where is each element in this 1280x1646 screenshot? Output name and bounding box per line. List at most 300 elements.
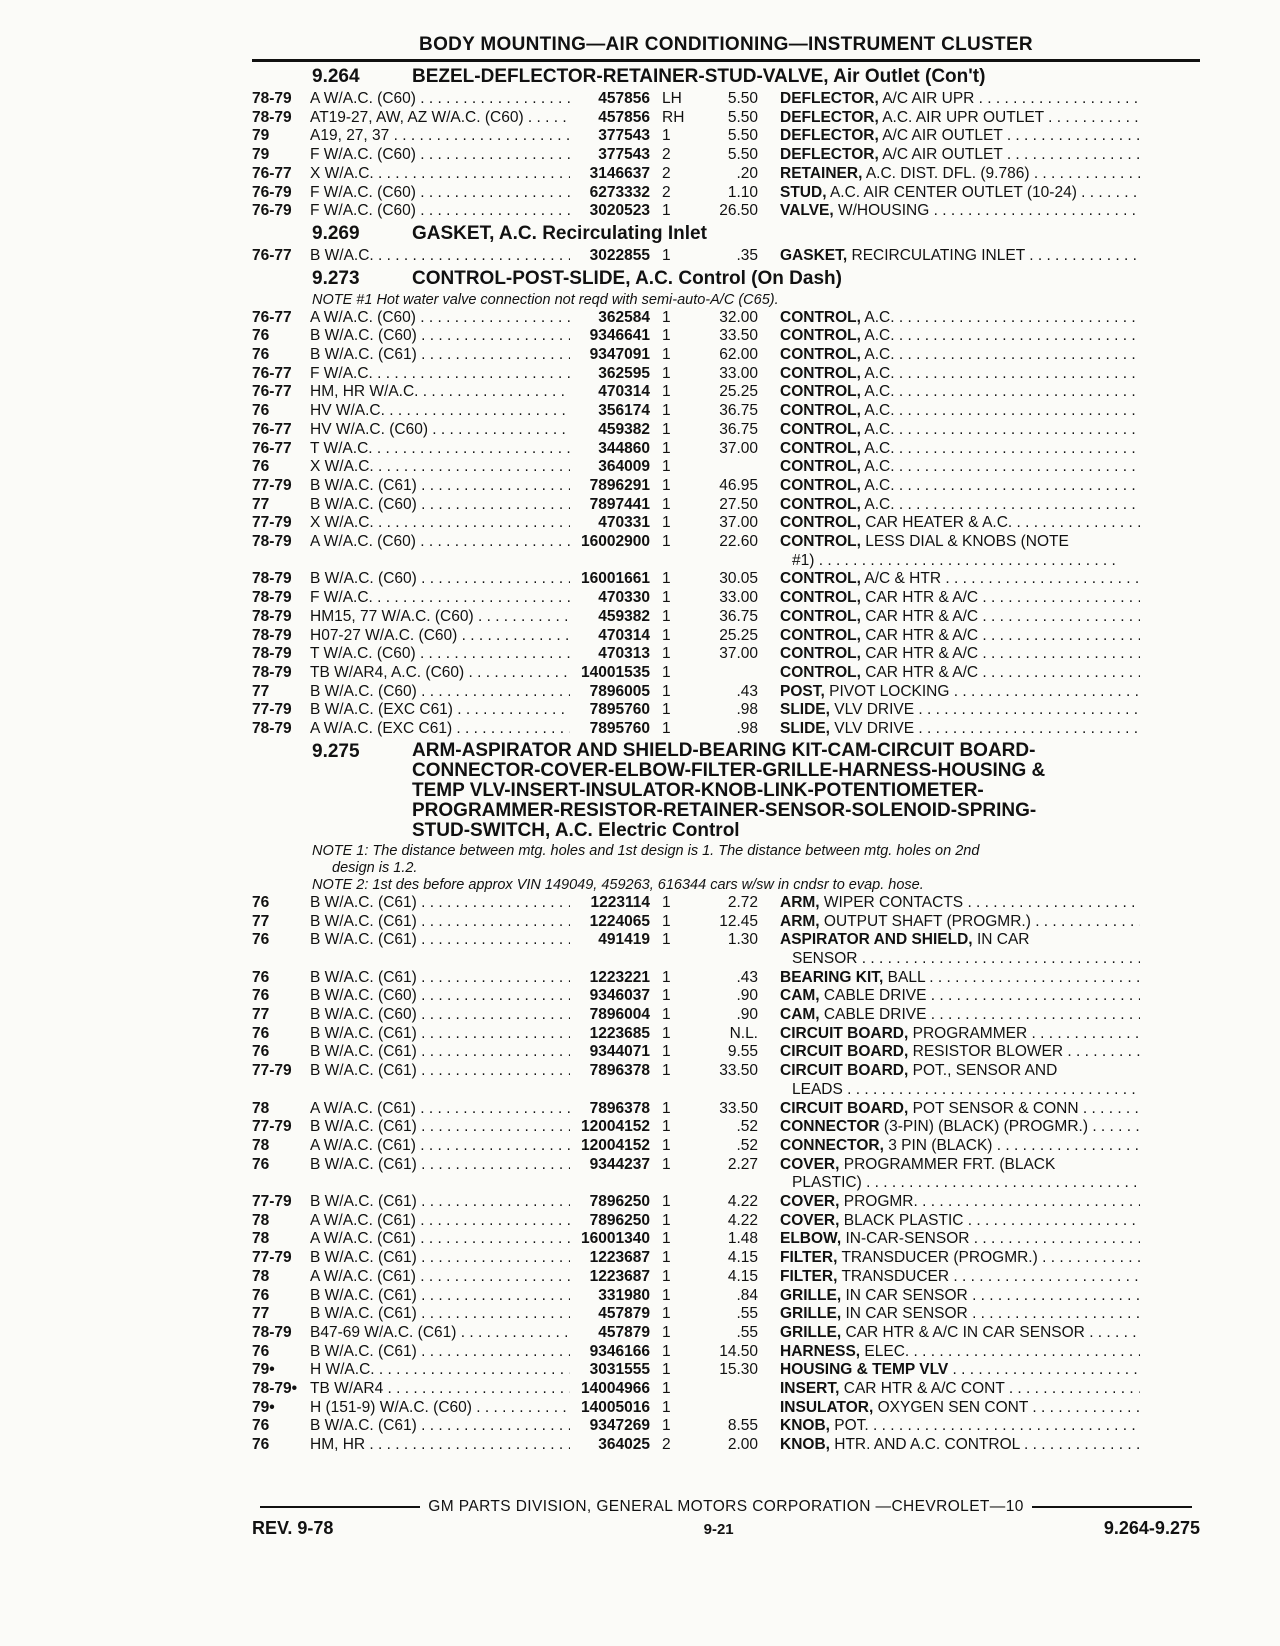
part-description: [758, 421, 1140, 440]
quantity: 1: [662, 589, 671, 607]
application: TB W/AR4, A.C. (C60) . . .: [310, 664, 570, 683]
part-name: DEFLECTOR,: [780, 127, 879, 145]
model-year: 78-79: [252, 645, 292, 663]
part-name: CIRCUIT BOARD,: [780, 1043, 909, 1061]
quantity: 1: [662, 682, 671, 700]
description-text: 3 PIN (BLACK) . . .: [888, 1137, 1140, 1154]
description-line: [780, 514, 1140, 531]
model-year: 77: [252, 682, 270, 700]
part-description: [758, 1361, 1140, 1380]
part-row: [252, 1043, 1200, 1062]
quantity: 1: [662, 327, 671, 345]
part-name: RETAINER,: [780, 164, 863, 182]
part-row: [252, 165, 1200, 184]
description-text: CABLE DRIVE . . .: [824, 1006, 1140, 1023]
description-text: A/C AIR OUTLET . . .: [882, 146, 1140, 163]
description-line: [780, 109, 1140, 126]
part-row: [252, 913, 1200, 932]
part-name: SLIDE,: [780, 720, 830, 738]
description-text: TRANSDUCER (PROGMR.) . . .: [841, 1249, 1140, 1266]
quantity: 1: [662, 1211, 671, 1229]
description-text: LESS DIAL & KNOBS (NOTE: [865, 533, 1069, 551]
part-description: [758, 402, 1140, 421]
quantity: 1: [662, 663, 671, 681]
part-number: 459382: [598, 607, 650, 625]
part-name: KNOB,: [780, 1436, 830, 1454]
footer-bottom: [252, 1518, 1200, 1539]
description-line: [780, 1436, 1140, 1453]
part-row: [252, 477, 1200, 496]
part-number: 1223687: [589, 1267, 650, 1285]
part-number: 1223114: [590, 893, 650, 911]
part-row: [252, 1380, 1200, 1399]
footer-division-line: [252, 1498, 1200, 1516]
part-row: [252, 664, 1200, 683]
application: X W/A.C. . . .: [310, 458, 570, 477]
model-year: 77: [252, 495, 270, 513]
price: 2.72: [727, 893, 758, 911]
application: B W/A.C. (C61) . . .: [310, 1043, 570, 1062]
part-number: 362584: [598, 308, 650, 326]
note-line: NOTE #1 Hot water valve connection not reqd with semi-auto-A/C (C65).: [312, 291, 779, 308]
section-title: GASKET, A.C. Recirculating Inlet: [412, 222, 707, 244]
description-line: [780, 645, 1140, 662]
price: 5.50: [727, 90, 758, 107]
description-text: POT. . . .: [834, 1417, 1140, 1434]
part-description: [758, 1100, 1140, 1119]
description-line: [780, 309, 1140, 326]
price: .43: [736, 968, 758, 986]
model-year: 76-79: [252, 202, 292, 220]
part-number: 457879: [598, 1323, 650, 1341]
description-text: VLV DRIVE . . .: [834, 720, 1140, 737]
application: B W/A.C. (C61) . . .: [310, 894, 570, 913]
description-text: CAR HTR & A/C . . .: [865, 608, 1140, 625]
part-row: [252, 365, 1200, 384]
description-line: [780, 402, 1140, 419]
model-year: 76: [252, 346, 270, 364]
part-number: 7896005: [589, 682, 650, 700]
part-name: ELBOW,: [780, 1230, 842, 1248]
description-text: VLV DRIVE . . .: [834, 701, 1140, 718]
application: A W/A.C. (C61) . . .: [310, 1212, 570, 1231]
description-line: [780, 1249, 1140, 1266]
description-text: A.C. . . .: [864, 440, 1140, 457]
application: HM, HR . . .: [310, 1436, 570, 1455]
price: 5.50: [727, 146, 758, 164]
application: B W/A.C. (C61) . . .: [310, 931, 570, 968]
footer-rule-right: [1032, 1506, 1192, 1508]
model-year: 78-79: [252, 1323, 292, 1341]
price: 26.50: [719, 202, 758, 220]
application: B W/A.C. (C61) . . .: [310, 346, 570, 365]
description-text: CAR HTR & A/C IN CAR SENSOR . . .: [845, 1324, 1140, 1341]
description-text: A.C. DIST. DFL. (9.786) . . .: [866, 165, 1140, 182]
quantity: 1: [662, 1380, 671, 1398]
description-line: [780, 440, 1140, 457]
part-description: [758, 627, 1140, 646]
model-year: 76-77: [252, 364, 292, 382]
quantity: 1: [662, 626, 671, 644]
description-line: [780, 421, 1140, 438]
quantity: 1: [662, 1267, 671, 1285]
description-text: RECIRCULATING INLET . . .: [852, 247, 1141, 264]
part-row: [252, 146, 1200, 165]
part-description: [758, 202, 1140, 221]
description-text: POT., SENSOR AND: [912, 1062, 1058, 1080]
part-name: ARM,: [780, 912, 820, 930]
section-title-line: STUD-SWITCH, A.C. Electric Control: [412, 819, 740, 841]
part-row: [252, 1343, 1200, 1362]
price: 36.75: [719, 607, 758, 625]
part-number: 6273332: [589, 183, 650, 201]
price: 32.00: [719, 308, 758, 326]
part-number: 459382: [598, 420, 650, 438]
part-number: 14005016: [581, 1398, 650, 1416]
section-9.264: [252, 66, 1200, 221]
part-row: [252, 109, 1200, 128]
quantity: 1: [662, 570, 671, 588]
model-year: 76: [252, 968, 270, 986]
quantity: 1: [662, 1305, 671, 1323]
application: B W/A.C. (C61) . . .: [310, 1343, 570, 1362]
description-line: [780, 1343, 1140, 1360]
model-year: 78-79: [252, 663, 292, 681]
application: T W/A.C. . . .: [310, 440, 570, 459]
application: B W/A.C. . . .: [310, 247, 570, 266]
quantity: RH: [662, 108, 685, 126]
quantity: 1: [662, 364, 671, 382]
price: 62.00: [719, 346, 758, 364]
application: B W/A.C. (C61) . . .: [310, 969, 570, 988]
application: AT19-27, AW, AZ W/A.C. (C60) . . .: [310, 109, 570, 128]
price: 9.55: [727, 1043, 758, 1061]
part-number: 331980: [598, 1286, 650, 1304]
application: A W/A.C. (C61) . . .: [310, 1100, 570, 1119]
part-description: [758, 1025, 1140, 1044]
part-row: [252, 570, 1200, 589]
part-name: CONTROL,: [780, 607, 861, 625]
part-description: [758, 894, 1140, 913]
price: .52: [736, 1118, 758, 1136]
description-line: [780, 1118, 1140, 1135]
part-row: [252, 309, 1200, 328]
price: 1.10: [727, 183, 758, 201]
model-year: 76: [252, 1436, 270, 1454]
part-description: [758, 1399, 1140, 1418]
part-description: [758, 90, 1140, 109]
model-year: 76-77: [252, 439, 292, 457]
part-name: KNOB,: [780, 1417, 830, 1435]
model-year: 77: [252, 1305, 270, 1323]
part-description: [758, 1212, 1140, 1231]
part-number: 491419: [598, 931, 650, 949]
part-name: CONTROL,: [780, 626, 861, 644]
part-description: [758, 1062, 1140, 1099]
section-title: [412, 741, 1200, 841]
part-number: 12004152: [581, 1136, 650, 1154]
application: HV W/A.C. . . .: [310, 402, 570, 421]
description-text: W/HOUSING . . .: [838, 202, 1140, 219]
price: [698, 664, 758, 683]
application: A W/A.C. (C60) . . .: [310, 309, 570, 328]
quantity: 2: [662, 146, 671, 164]
part-row: [252, 514, 1200, 533]
description-line: [780, 1324, 1140, 1341]
part-name: STUD,: [780, 183, 827, 201]
model-year: 76: [252, 458, 270, 476]
section-9.273: [252, 268, 1200, 739]
description-line: [780, 664, 1140, 681]
part-number: 9347091: [589, 346, 650, 364]
quantity: 2: [662, 164, 671, 182]
description-text: IN CAR SENSOR . . .: [845, 1287, 1140, 1304]
part-number: 14004966: [581, 1380, 650, 1398]
model-year: 79: [252, 146, 270, 164]
quantity: 1: [662, 308, 671, 326]
part-number: 470314: [598, 383, 650, 401]
description-line: [780, 202, 1140, 219]
part-description: [758, 913, 1140, 932]
model-year: 76: [252, 327, 270, 345]
section-note: [252, 292, 1200, 309]
part-description: [758, 383, 1140, 402]
quantity: 1: [662, 202, 671, 220]
quantity: 1: [662, 931, 671, 949]
quantity: 1: [662, 720, 671, 738]
part-row: [252, 383, 1200, 402]
price: N.L.: [729, 1024, 758, 1042]
model-year: 78: [252, 1136, 270, 1154]
quantity: 1: [662, 1286, 671, 1304]
part-name: CONTROL,: [780, 589, 861, 607]
description-text: A.C. AIR CENTER OUTLET (10-24) . . .: [830, 184, 1140, 201]
part-number: 3022855: [589, 246, 650, 264]
part-name: CONTROL,: [780, 663, 861, 681]
application: A W/A.C. (C60) . . .: [310, 90, 570, 109]
part-number: 7896378: [589, 1062, 650, 1080]
description-continued: PLASTIC) . . .: [780, 1174, 1140, 1193]
price: 4.15: [727, 1249, 758, 1267]
description-text: BALL . . .: [888, 969, 1140, 986]
part-description: [758, 589, 1140, 608]
catalog-page: [252, 34, 1200, 1455]
quantity: 1: [662, 1323, 671, 1341]
price: 37.00: [719, 514, 758, 532]
description-text: A.C. AIR UPR OUTLET . . .: [882, 109, 1140, 126]
application: B W/A.C. (C60) . . .: [310, 570, 570, 589]
part-description: [758, 184, 1140, 203]
description-line: [780, 346, 1140, 363]
description-line: [780, 1305, 1140, 1322]
description-line: [780, 701, 1140, 718]
description-text: IN CAR SENSOR . . .: [845, 1305, 1140, 1322]
part-row: [252, 969, 1200, 988]
model-year: 78-79: [252, 607, 292, 625]
part-description: [758, 1324, 1140, 1343]
part-row: [252, 894, 1200, 913]
part-number: 457856: [598, 90, 650, 107]
part-description: [758, 327, 1140, 346]
part-row: [252, 1305, 1200, 1324]
part-name: BEARING KIT,: [780, 968, 884, 986]
part-description: [758, 1230, 1140, 1249]
model-year: 76-79: [252, 183, 292, 201]
quantity: 1: [662, 701, 671, 719]
part-row: [252, 247, 1200, 266]
section-title: BEZEL-DEFLECTOR-RETAINER-STUD-VALVE, Air Outlet (Con't): [412, 66, 986, 87]
part-row: [252, 421, 1200, 440]
description-line: [780, 477, 1140, 494]
description-text: (3-PIN) (BLACK) (PROGMR.) . . .: [884, 1118, 1140, 1135]
model-year: 77-79: [252, 514, 292, 532]
application: B W/A.C. (C61) . . .: [310, 1249, 570, 1268]
price: 25.25: [719, 383, 758, 401]
model-year: 77-79: [252, 1062, 292, 1080]
application: B W/A.C. (C61) . . .: [310, 1118, 570, 1137]
description-line: [780, 533, 1069, 550]
model-year: 76-77: [252, 383, 292, 401]
footer-rule-left: [260, 1506, 420, 1508]
description-line: [780, 1156, 1055, 1173]
description-text: IN-CAR-SENSOR . . .: [845, 1230, 1140, 1247]
quantity: 1: [662, 402, 671, 420]
section-9.269: [252, 223, 1200, 266]
application: A W/A.C. (EXC C61) . . .: [310, 720, 570, 739]
description-text: A.C. . . .: [864, 365, 1140, 382]
model-year: 76: [252, 987, 270, 1005]
description-line: [780, 1417, 1140, 1434]
part-description: [758, 720, 1140, 739]
part-row: [252, 346, 1200, 365]
part-row: [252, 589, 1200, 608]
quantity: 1: [662, 1024, 671, 1042]
application: B W/A.C. (C60) . . .: [310, 987, 570, 1006]
price: .98: [736, 701, 758, 719]
part-number: 470330: [598, 589, 650, 607]
part-row: [252, 1417, 1200, 1436]
model-year: 76: [252, 1417, 270, 1435]
application: A W/A.C. (C60) . . .: [310, 533, 570, 570]
model-year: 79•: [252, 1361, 275, 1379]
part-name: CONTROL,: [780, 402, 861, 420]
part-name: CONTROL,: [780, 533, 861, 551]
description-text: A.C. . . .: [864, 458, 1140, 475]
section-title: CONTROL-POST-SLIDE, A.C. Control (On Dash): [412, 267, 842, 289]
description-line: [780, 1193, 1140, 1210]
footer-revision: REV. 9-78: [252, 1518, 334, 1538]
description-text: OXYGEN SEN CONT . . .: [878, 1399, 1140, 1416]
description-line: [780, 165, 1140, 182]
section-heading: [252, 66, 1200, 88]
part-name: CONTROL,: [780, 327, 861, 345]
price: [698, 1380, 758, 1399]
description-text: POT SENSOR & CONN . . .: [913, 1100, 1140, 1117]
quantity: 1: [662, 346, 671, 364]
part-row: [252, 931, 1200, 968]
part-number: 470331: [598, 514, 650, 532]
model-year: 76-77: [252, 308, 292, 326]
application: F W/A.C. (C60) . . .: [310, 146, 570, 165]
part-row: [252, 327, 1200, 346]
price: 37.00: [719, 645, 758, 663]
quantity: 1: [662, 1062, 671, 1080]
part-description: [758, 1118, 1140, 1137]
part-name: HARNESS,: [780, 1342, 861, 1360]
part-name: CONTROL,: [780, 346, 861, 364]
price: .52: [736, 1136, 758, 1154]
part-row: [252, 1193, 1200, 1212]
model-year: 78-79: [252, 626, 292, 644]
part-name: CONNECTOR: [780, 1118, 880, 1136]
section-number: 9.269: [312, 222, 360, 244]
price: 15.30: [719, 1361, 758, 1379]
description-line: [780, 1025, 1140, 1042]
part-description: [758, 309, 1140, 328]
part-description: [758, 1436, 1140, 1455]
part-number: 364009: [598, 458, 650, 476]
part-name: GRILLE,: [780, 1323, 842, 1341]
application: A19, 27, 37 . . .: [310, 127, 570, 146]
price: .90: [736, 987, 758, 1005]
part-row: [252, 1062, 1200, 1099]
part-name: CONTROL,: [780, 364, 861, 382]
description-line: [780, 608, 1140, 625]
part-row: [252, 1268, 1200, 1287]
description-text: CAR HTR & A/C . . .: [865, 589, 1140, 606]
part-row: [252, 627, 1200, 646]
part-description: [758, 477, 1140, 496]
part-description: [758, 701, 1140, 720]
part-number: 9344071: [589, 1043, 650, 1061]
part-row: [252, 701, 1200, 720]
part-row: [252, 1100, 1200, 1119]
part-number: 356174: [598, 402, 650, 420]
application: A W/A.C. (C61) . . .: [310, 1137, 570, 1156]
description-line: [780, 1062, 1057, 1079]
description-line: [780, 1399, 1140, 1416]
description-text: TRANSDUCER . . .: [841, 1268, 1140, 1285]
quantity: 1: [662, 607, 671, 625]
part-name: CONTROL,: [780, 514, 861, 532]
quantity: 1: [662, 246, 671, 264]
quantity: 1: [662, 1249, 671, 1267]
part-name: DEFLECTOR,: [780, 90, 879, 107]
application: H (151-9) W/A.C. (C60) . . .: [310, 1399, 570, 1418]
part-description: [758, 1193, 1140, 1212]
part-name: CAM,: [780, 1006, 820, 1024]
model-year: 76-77: [252, 164, 292, 182]
part-number: 7897441: [589, 495, 650, 513]
application: A W/A.C. (C61) . . .: [310, 1268, 570, 1287]
model-year: 77-79: [252, 1193, 292, 1211]
price: [698, 1399, 758, 1418]
description-line: [780, 720, 1140, 737]
price: 12.45: [719, 912, 758, 930]
description-text: A.C. . . .: [864, 346, 1140, 363]
price: 33.50: [719, 1099, 758, 1117]
part-number: 9344237: [589, 1155, 650, 1173]
description-line: [780, 1361, 1140, 1378]
part-number: 7896004: [589, 1006, 650, 1024]
part-row: [252, 1025, 1200, 1044]
description-text: A.C. . . .: [864, 421, 1140, 438]
price: 36.75: [719, 402, 758, 420]
application: B W/A.C. (C61) . . .: [310, 1417, 570, 1436]
part-row: [252, 645, 1200, 664]
part-description: [758, 987, 1140, 1006]
quantity: 1: [662, 1361, 671, 1379]
